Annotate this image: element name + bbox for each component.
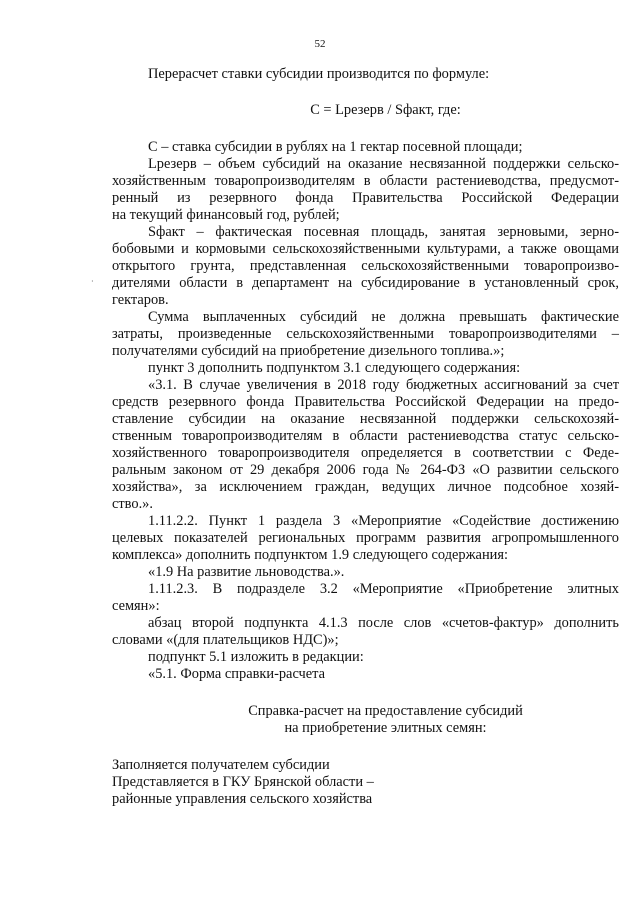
text-line: комплекса» дополнить подпунктом 1.9 следующего содержания: xyxy=(112,547,508,563)
form-note-line: районные управления сельского хозяйства xyxy=(112,791,373,807)
text-line: «3.1. В случае увеличения в 2018 году бюджетных ассигнований за счет xyxy=(148,377,619,393)
text-line: получателями субсидий на приобретение дизельного топлива.»; xyxy=(112,343,505,359)
text-line: бобовыми и кормовыми сельскохозяйственными культурами, а также овощами xyxy=(112,241,619,257)
text-line: пункт 3 дополнить подпунктом 3.1 следующего содержания: xyxy=(148,360,521,376)
text-line: хозяйственного товаропроизводителя определяется в соответствии с Феде- xyxy=(112,445,619,461)
text-line: словами «(для плательщиков НДС)»; xyxy=(112,632,339,648)
text-line: «1.9 На развитие льноводства.». xyxy=(148,564,345,580)
text-line: Сумма выплаченных субсидий не должна превышать фактические xyxy=(148,309,619,325)
text-line: ренный из резервного фонда Правительства Российской Федерации xyxy=(112,190,619,206)
text-line: на текущий финансовый год, рублей; xyxy=(112,207,340,223)
text-line: средств резервного фонда Правительства Российской Федерации на предо- xyxy=(112,394,619,410)
text-line: подпункт 5.1 изложить в редакции: xyxy=(148,649,364,665)
form-heading-line: на приобретение элитных семян: xyxy=(284,720,487,736)
text-line: гектаров. xyxy=(112,292,169,308)
text-line: затраты, произведенные сельскохозяйственными товаропроизводителями – xyxy=(112,326,619,342)
text-line: 1.11.2.3. В подразделе 3.2 «Мероприятие «Приобретение элитных xyxy=(148,581,619,597)
text-line: ственным товаропроизводителям в области растениеводства статус сельско- xyxy=(112,428,619,444)
formula-line: С = Lрезерв / Sфакт, где: xyxy=(310,102,461,118)
text-line: 1.11.2.2. Пункт 1 раздела 3 «Мероприятие «Содействие достижению xyxy=(148,513,619,529)
text-line: целевых показателей региональных программ развития агропромышленного xyxy=(112,530,619,546)
text-line: ральным законом от 29 декабря 2006 года № 264-ФЗ «О развитии сельского xyxy=(112,462,619,478)
scan-speck: · xyxy=(91,277,94,286)
text-line: Sфакт – фактическая посевная площадь, занятая зерновыми, зерно- xyxy=(148,224,619,240)
form-note-line: Заполняется получателем субсидии xyxy=(112,757,330,773)
text-line: хозяйственным товаропроизводителям в области растениеводства, предусмот- xyxy=(112,173,619,189)
form-note-line: Представляется в ГКУ Брянской области – xyxy=(112,774,374,790)
text-line: абзац второй подпункта 4.1.3 после слов «счетов-фактур» дополнить xyxy=(148,615,619,631)
text-line: ставление субсидии на оказание несвязанной поддержки сельскохозяй- xyxy=(112,411,619,427)
text-line: Lрезерв – объем субсидий на оказание несвязанной поддержки сельско- xyxy=(148,156,619,172)
text-line: С – ставка субсидии в рублях на 1 гектар посевной площади; xyxy=(148,139,523,155)
text-line: Перерасчет ставки субсидии производится по формуле: xyxy=(148,66,490,82)
page-number: 52 xyxy=(314,38,326,50)
text-line: «5.1. Форма справки-расчета xyxy=(148,666,326,682)
text-line: дителями области в департамент на субсидирование в установленный срок, xyxy=(112,275,619,291)
form-heading-line: Справка-расчет на предоставление субсидий xyxy=(248,703,523,719)
text-line: семян»: xyxy=(112,598,160,614)
text-line: ство.». xyxy=(112,496,153,512)
text-line: хозяйства», за исключением граждан, ведущих личное подсобное хозяй- xyxy=(112,479,619,495)
text-line: открытого грунта, представленная сельскохозяйственными товаропроизво- xyxy=(112,258,619,274)
